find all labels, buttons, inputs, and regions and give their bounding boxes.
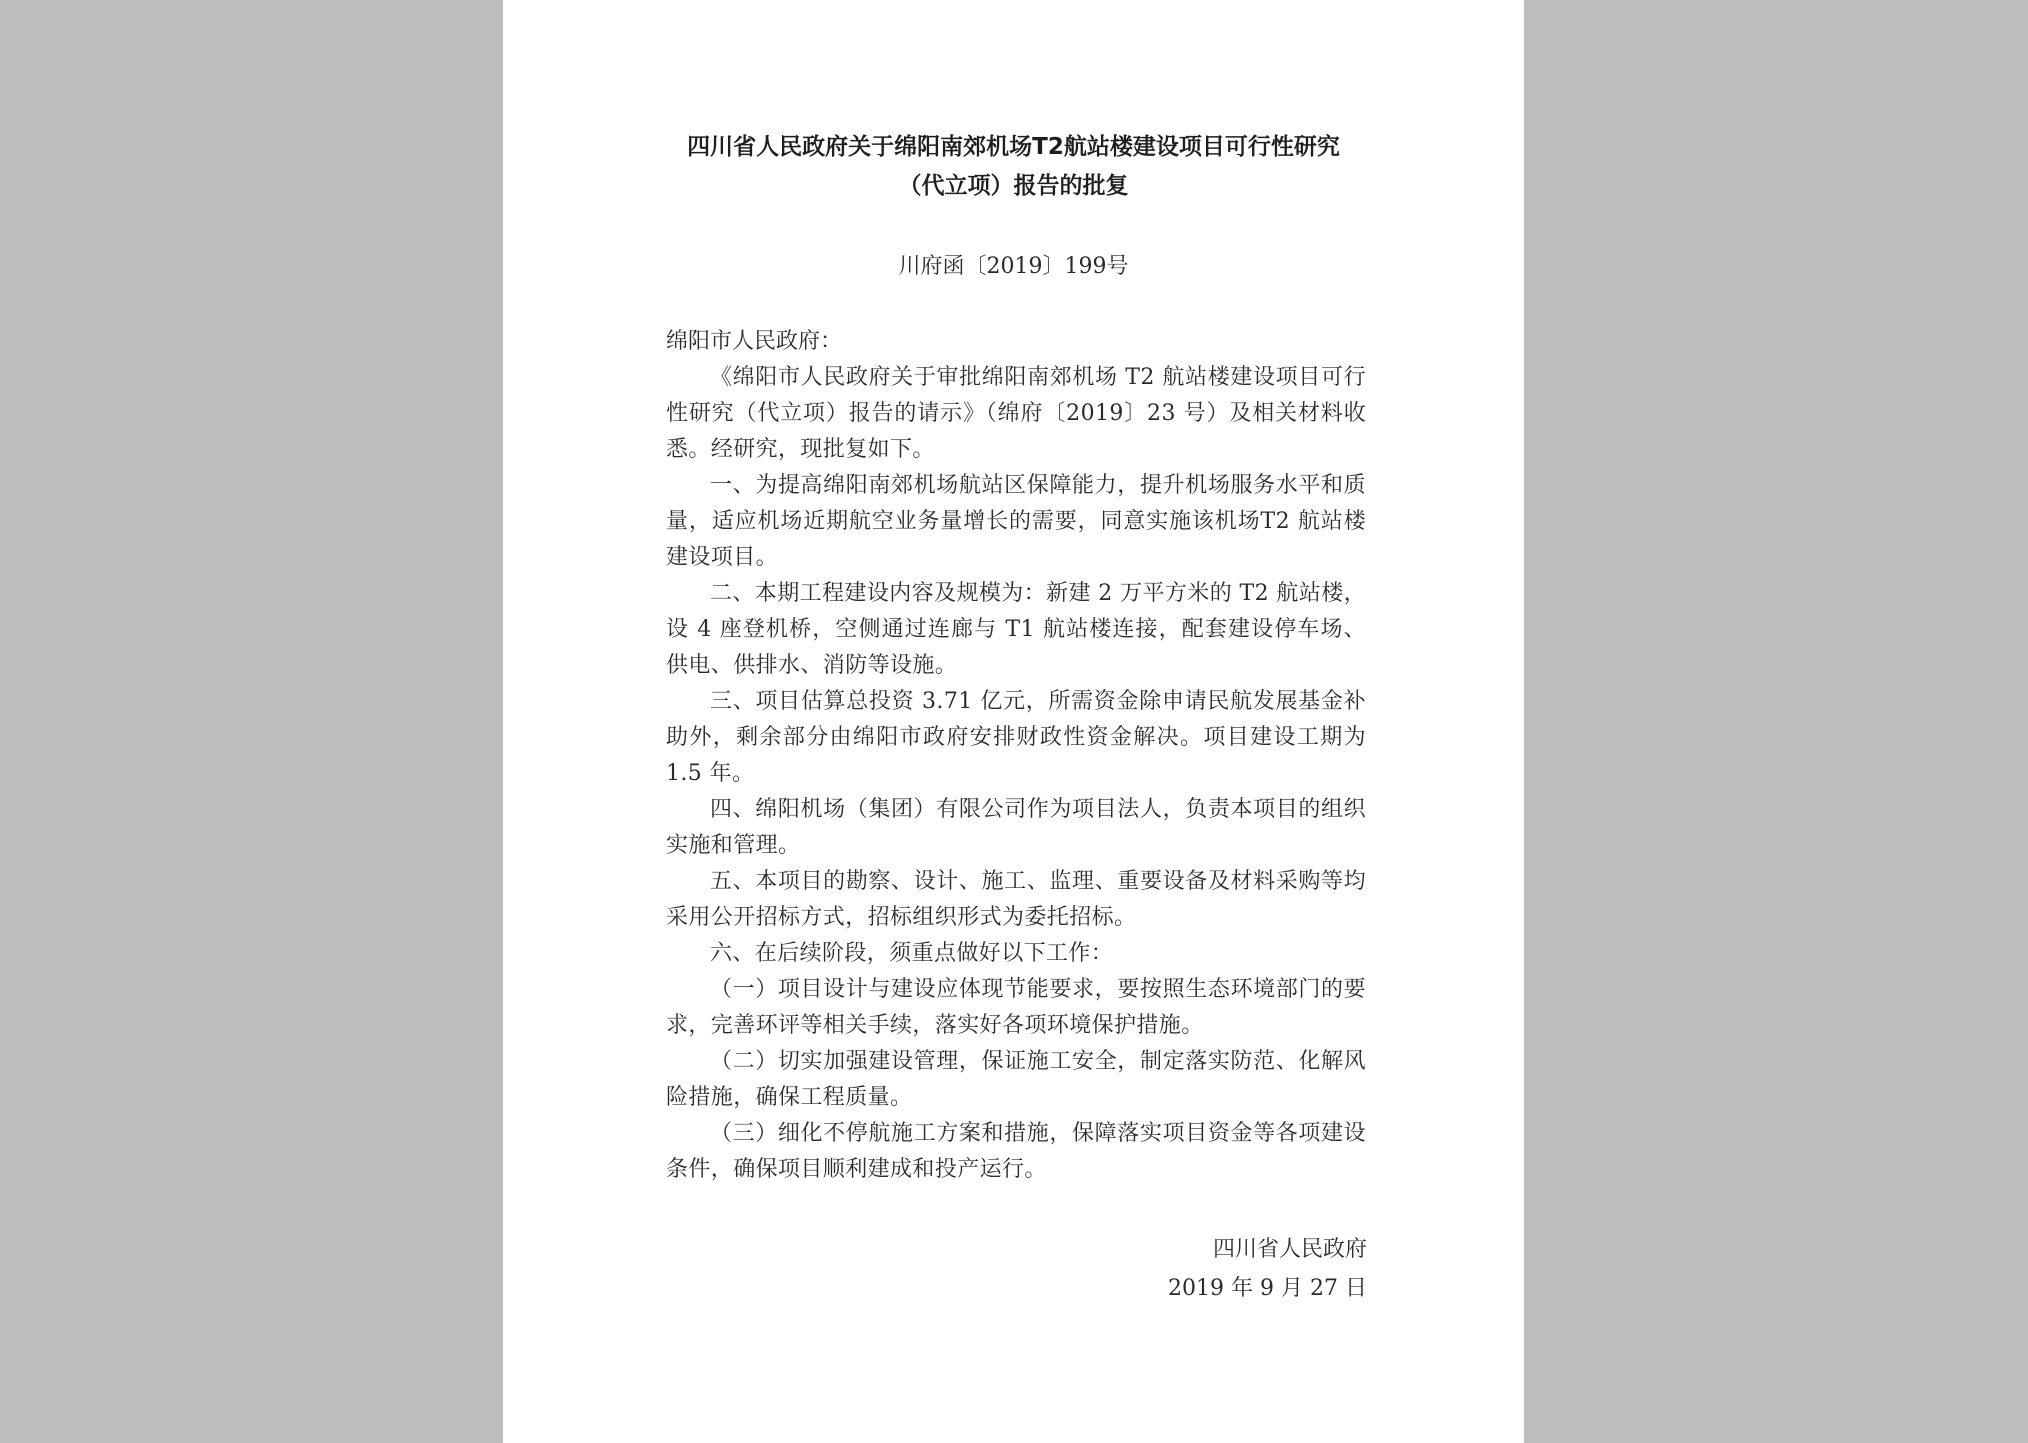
- paragraph-subitem-2: （二）切实加强建设管理，保证施工安全，制定落实防范、化解风险措施，确保工程质量。: [666, 1049, 1366, 1110]
- salutation: 绵阳市人民政府：: [666, 329, 843, 354]
- signature-organization: 四川省人民政府: [1212, 1237, 1367, 1262]
- signature-date: 2019 年 9 月 27 日: [1168, 1276, 1367, 1301]
- document-number: 川府函〔2019〕199号: [898, 254, 1129, 279]
- paragraph-item-1: 一、为提高绵阳南郊机场航站区保障能力，提升机场服务水平和质量，适应机场近期航空业务量增长的需要，同意实施该机场T2 航站楼建设项目。: [666, 473, 1366, 570]
- document-title-line-1: 四川省人民政府关于绵阳南郊机场T2航站楼建设项目可行性研究: [687, 134, 1340, 160]
- document-body: [666, 324, 1366, 1188]
- paragraph-item-6: 六、在后续阶段，须重点做好以下工作：: [710, 941, 1114, 966]
- paragraph-item-2: 二、本期工程建设内容及规模为：新建 2 万平方米的 T2 航站楼，设 4 座登机桥，空侧通过连廊与 T1 航站楼连接，配套建设停车场、供电、供排水、消防等设施。: [666, 581, 1366, 678]
- document-title-line-2: （代立项）报告的批复: [898, 173, 1129, 199]
- paragraph-item-4: 四、绵阳机场（集团）有限公司作为项目法人，负责本项目的组织实施和管理。: [666, 797, 1366, 858]
- paragraph-request: 《绵阳市人民政府关于审批绵阳南郊机场 T2 航站楼建设项目可行性研究（代立项）报告的请示》（绵府〔2019〕23 号）及相关材料收悉。经研究，现批复如下。: [666, 365, 1366, 462]
- paragraph-subitem-1: （一）项目设计与建设应体现节能要求，要按照生态环境部门的要求，完善环评等相关手续，落实好各项环境保护措施。: [666, 977, 1366, 1038]
- paragraph-item-3: 三、项目估算总投资 3.71 亿元，所需资金除申请民航发展基金补助外，剩余部分由绵阳市政府安排财政性资金解决。项目建设工期为 1.5 年。: [666, 689, 1366, 786]
- paragraph-subitem-3: （三）细化不停航施工方案和措施，保障落实项目资金等各项建设条件，确保项目顺利建成和投产运行。: [666, 1121, 1366, 1182]
- paragraph-item-5: 五、本项目的勘察、设计、施工、监理、重要设备及材料采购等均采用公开招标方式，招标组织形式为委托招标。: [666, 869, 1366, 930]
- document-page: [503, 0, 1524, 1443]
